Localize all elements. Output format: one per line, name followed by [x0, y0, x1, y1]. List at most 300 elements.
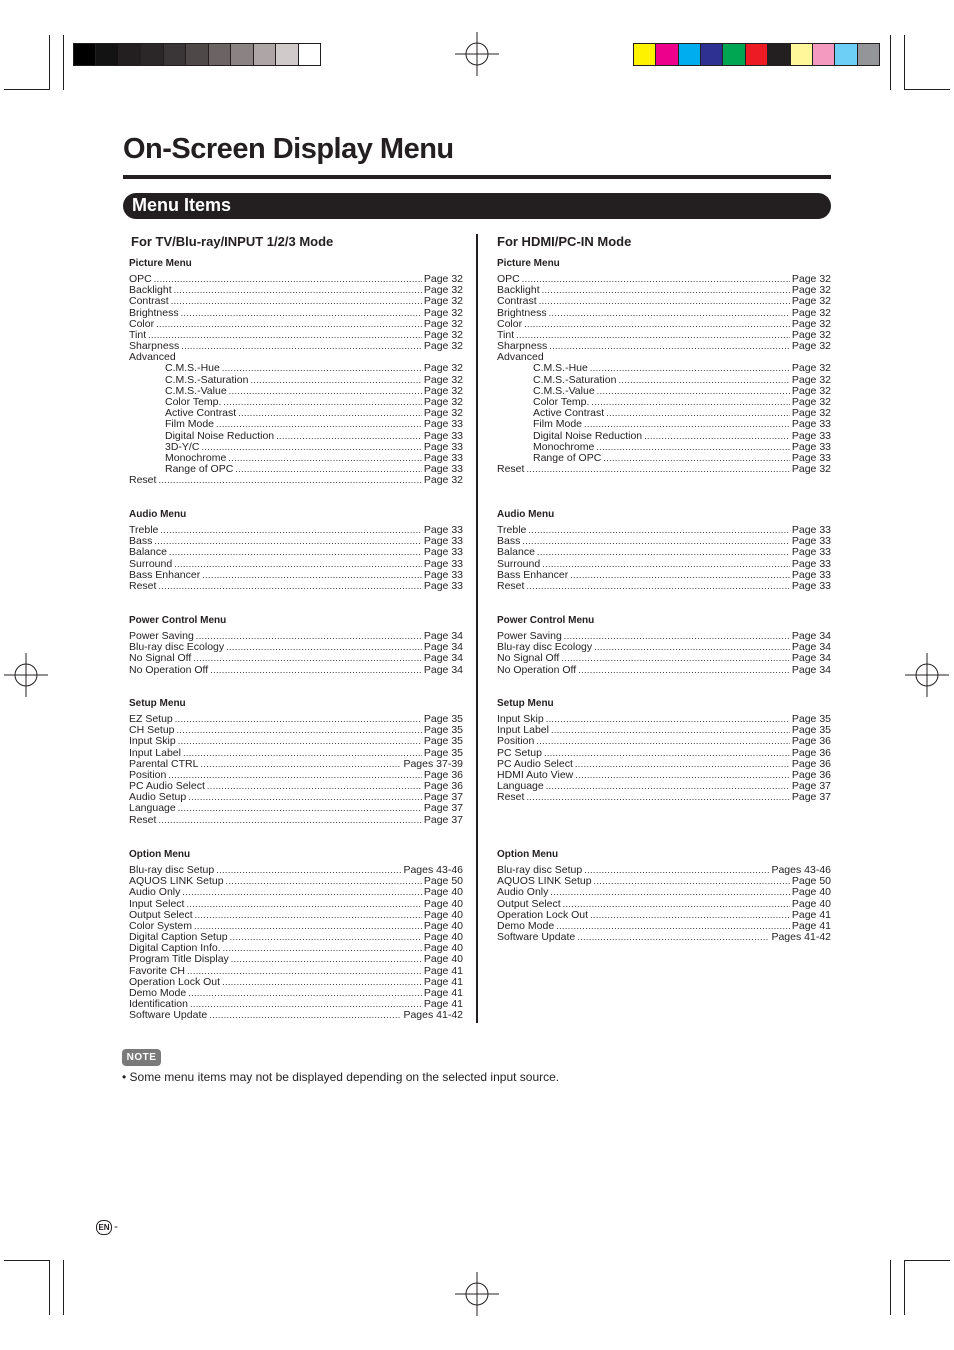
section-title: Menu Items: [132, 195, 232, 215]
leader-dots: [528, 525, 790, 536]
menu-item-label: Treble: [129, 523, 159, 536]
leader-dots: [584, 419, 790, 430]
menu-item-page: Page 37: [791, 791, 831, 804]
menu-section-title: Power Control Menu: [129, 615, 227, 626]
menu-item-page: Page 40: [791, 886, 831, 899]
menu-item-page: Page 50: [791, 875, 831, 888]
menu-item-label: AQUOS LINK Setup: [497, 875, 592, 888]
page-title: On-Screen Display Menu: [123, 133, 454, 165]
leader-dots: [186, 899, 421, 910]
leader-dots: [158, 581, 421, 592]
menu-item-label: Color Temp.: [533, 396, 590, 409]
leader-dots: [202, 570, 422, 581]
menu-item-page: Page 34: [791, 652, 831, 665]
menu-item-page: Page 33: [423, 523, 463, 536]
leader-dots: [188, 792, 422, 803]
leader-dots: [570, 570, 790, 581]
leader-dots: [522, 274, 790, 285]
leader-dots: [169, 547, 422, 558]
menu-item-row: [497, 296, 831, 307]
menu-section-title: Option Menu: [129, 849, 191, 860]
menu-item-label: Reset: [129, 579, 157, 592]
menu-item-row: [129, 341, 463, 352]
menu-item-label: No Operation Off: [497, 663, 577, 676]
menu-item-label: Input Select: [129, 897, 185, 910]
menu-item-label: Program Title Display: [129, 953, 229, 966]
leader-dots: [160, 525, 422, 536]
crop-mark: [904, 1260, 950, 1261]
menu-item-label: Position: [129, 768, 167, 781]
menu-item-page: Page 33: [423, 451, 463, 464]
column-divider: [476, 234, 478, 1023]
left-column: [129, 234, 463, 1022]
menu-item-page: Page 40: [423, 942, 463, 955]
menu-item-label: C.M.S.-Value: [533, 384, 595, 397]
leader-dots: [223, 397, 421, 408]
menu-item-row: [497, 341, 831, 352]
menu-item-label: CH Setup: [129, 724, 175, 737]
menu-section-title: Setup Menu: [129, 698, 186, 709]
leader-dots: [603, 453, 790, 464]
menu-item-page: Page 32: [423, 396, 463, 409]
leader-dots: [250, 375, 421, 386]
menu-item-row: [497, 547, 831, 558]
menu-item-page: Page 32: [791, 373, 831, 386]
right-column: [497, 234, 831, 944]
menu-item-label: Film Mode: [165, 418, 215, 431]
menu-item-row: [129, 536, 463, 547]
menu-item-label: Backlight: [497, 284, 540, 297]
menu-item-page: Page 32: [423, 362, 463, 375]
menu-item-page: Page 32: [423, 272, 463, 285]
menu-item-page: Page 34: [791, 629, 831, 642]
menu-item-page: Page 40: [423, 897, 463, 910]
menu-item-page: Page 33: [423, 568, 463, 581]
menu-item-row: [497, 781, 831, 792]
color-swatch: [95, 44, 117, 65]
leader-dots: [563, 899, 790, 910]
menu-item-page: Page 32: [423, 295, 463, 308]
color-swatch: [275, 44, 297, 65]
menu-item-label: Active Contrast: [533, 407, 605, 420]
menu-item-row: [497, 570, 831, 581]
color-swatch: [74, 44, 95, 65]
menu-item-row: [129, 308, 463, 319]
menu-item-page: Pages 41-42: [771, 931, 831, 944]
leader-dots: [226, 876, 422, 887]
leader-dots: [178, 803, 422, 814]
menu-item-row: [129, 419, 463, 430]
menu-item-page: Page 36: [423, 780, 463, 793]
leader-dots: [156, 319, 422, 330]
leader-dots: [175, 714, 422, 725]
column-heading: For HDMI/PC-IN Mode: [497, 234, 632, 249]
language-badge: EN: [96, 1220, 112, 1235]
menu-section: [129, 509, 463, 592]
menu-item-label: Film Mode: [533, 418, 583, 431]
leader-dots: [196, 631, 422, 642]
menu-section-title: Audio Menu: [497, 509, 555, 520]
menu-item-label: Monochrome: [533, 440, 595, 453]
crop-mark: [49, 35, 50, 90]
leader-dots: [228, 453, 422, 464]
menu-item-row: [129, 330, 463, 341]
column-heading: For TV/Blu-ray/INPUT 1/2/3 Mode: [131, 234, 334, 249]
leader-dots: [575, 770, 790, 781]
menu-item-label: Backlight: [129, 284, 172, 297]
leader-dots: [171, 296, 422, 307]
leader-dots: [578, 665, 790, 676]
menu-item-row: [497, 932, 831, 943]
menu-item-row: [497, 285, 831, 296]
color-swatch: [722, 44, 744, 65]
menu-item-page: Page 33: [423, 546, 463, 559]
menu-item-label: Blu-ray disc Setup: [497, 863, 583, 876]
menu-item-row: [129, 653, 463, 664]
color-swatch: [118, 44, 140, 65]
menu-section: [497, 698, 831, 804]
leader-dots: [594, 876, 790, 887]
menu-item-label: Reset: [497, 791, 525, 804]
menu-item-label: Language: [129, 802, 176, 815]
leader-dots: [187, 966, 422, 977]
leader-dots: [537, 547, 790, 558]
color-swatch: [812, 44, 834, 65]
crop-mark: [49, 1260, 50, 1315]
menu-item-page: Page 33: [791, 568, 831, 581]
menu-item-label: Range of OPC: [533, 451, 602, 464]
menu-item-page: Page 32: [791, 384, 831, 397]
menu-item-label: Reset: [497, 579, 525, 592]
leader-dots: [222, 977, 422, 988]
leader-dots: [526, 464, 789, 475]
color-calibration-bar: [633, 43, 880, 66]
page-number-marker: -: [114, 1219, 118, 1233]
note-text: • Some menu items may not be displayed depending on the selected input source.: [122, 1070, 560, 1084]
menu-item-page: Page 32: [791, 340, 831, 353]
menu-item-page: Page 32: [423, 317, 463, 330]
menu-item-row: [497, 330, 831, 341]
menu-item-page: Page 33: [791, 579, 831, 592]
menu-item-row: [129, 274, 463, 285]
color-swatch: [745, 44, 767, 65]
menu-item-row: [497, 319, 831, 330]
leader-dots: [546, 714, 790, 725]
leader-dots: [230, 932, 422, 943]
menu-item-page: Page 32: [791, 295, 831, 308]
menu-item-page: Page 33: [791, 451, 831, 464]
crop-mark: [63, 1260, 64, 1315]
menu-section: [497, 509, 831, 592]
color-swatch: [634, 44, 655, 65]
menu-item-page: Page 36: [423, 768, 463, 781]
crop-mark: [904, 1260, 905, 1315]
menu-item-label: Digital Caption Info.: [129, 942, 221, 955]
menu-item-row: [129, 525, 463, 536]
menu-item-label: C.M.S.-Saturation: [165, 373, 249, 386]
menu-item-page: Page 36: [791, 768, 831, 781]
menu-section-title: Picture Menu: [129, 258, 192, 269]
menu-section-title: Option Menu: [497, 849, 559, 860]
menu-item-page: Page 34: [791, 663, 831, 676]
menu-item-label: Tint: [129, 328, 147, 341]
menu-item-label: Blu-ray disc Ecology: [129, 641, 225, 654]
menu-item-label: Audio Setup: [129, 791, 187, 804]
menu-item-row: [129, 1010, 463, 1021]
menu-item-row: [497, 725, 831, 736]
crop-mark: [890, 35, 891, 90]
leader-dots: [154, 274, 422, 285]
menu-item-page: Page 35: [423, 724, 463, 737]
menu-item-page: Page 32: [791, 306, 831, 319]
menu-item-row: [497, 653, 831, 664]
menu-item-label: Contrast: [129, 295, 169, 308]
menu-item-label: Favorite CH: [129, 964, 186, 977]
menu-item-label: Parental CTRL: [129, 757, 199, 770]
menu-item-row: [497, 419, 831, 430]
menu-item-page: Page 33: [791, 535, 831, 548]
leader-dots: [201, 442, 421, 453]
menu-item-label: Reset: [129, 813, 157, 826]
menu-section: [129, 849, 463, 1022]
menu-item-row: [129, 285, 463, 296]
menu-item-label: No Operation Off: [129, 663, 209, 676]
menu-item-page: Page 50: [423, 875, 463, 888]
leader-dots: [549, 341, 790, 352]
crop-mark: [890, 1260, 891, 1315]
menu-item-label: Blu-ray disc Setup: [129, 863, 215, 876]
menu-item-label: No Signal Off: [129, 652, 192, 665]
menu-item-page: Page 32: [423, 474, 463, 487]
menu-item-row: [497, 792, 831, 803]
color-swatch: [163, 44, 185, 65]
menu-item-page: Page 32: [423, 373, 463, 386]
menu-section: [497, 615, 831, 676]
menu-item-label: Identification: [129, 998, 188, 1011]
menu-item-row: [497, 665, 831, 676]
leader-dots: [276, 431, 422, 442]
menu-item-row: [497, 525, 831, 536]
leader-dots: [594, 642, 790, 653]
menu-item-label: Balance: [497, 546, 535, 559]
menu-item-label: Bass Enhancer: [129, 568, 201, 581]
note-badge: NOTE: [122, 1049, 161, 1066]
menu-item-row: [497, 536, 831, 547]
registration-mark-icon: [4, 653, 48, 697]
menu-item-row: [129, 464, 463, 475]
menu-item-label: Operation Lock Out: [497, 908, 589, 921]
menu-item-page: Page 35: [423, 746, 463, 759]
color-swatch: [767, 44, 789, 65]
menu-section: [129, 698, 463, 826]
menu-item-page: Page 33: [791, 418, 831, 431]
menu-item-row: [129, 475, 463, 486]
menu-item-row: [129, 665, 463, 676]
menu-item-label: Brightness: [497, 306, 547, 319]
crop-mark: [904, 35, 905, 90]
menu-item-row: [129, 547, 463, 558]
menu-section: [497, 258, 831, 475]
menu-item-page: Page 34: [423, 629, 463, 642]
menu-item-page: Page 32: [791, 284, 831, 297]
menu-item-row: [497, 274, 831, 285]
menu-item-page: Page 32: [791, 317, 831, 330]
leader-dots: [539, 296, 790, 307]
leader-dots: [178, 736, 422, 747]
menu-item-label: Color System: [129, 919, 193, 932]
color-swatch: [140, 44, 162, 65]
menu-item-label: PC Audio Select: [497, 757, 573, 770]
menu-item-page: Page 41: [423, 975, 463, 988]
menu-item-page: Page 32: [423, 340, 463, 353]
menu-item-label: Sharpness: [497, 340, 548, 353]
menu-item-page: Page 40: [423, 931, 463, 944]
menu-item-row: [129, 759, 463, 770]
menu-item-page: Page 37: [423, 802, 463, 815]
menu-item-page: Page 41: [423, 964, 463, 977]
menu-item-label: PC Audio Select: [129, 780, 205, 793]
crop-mark: [4, 89, 50, 90]
menu-item-page: Page 32: [791, 407, 831, 420]
menu-item-row: [497, 770, 831, 781]
menu-item-label: Color: [497, 317, 523, 330]
leader-dots: [158, 475, 421, 486]
menu-item-page: Pages 43-46: [771, 863, 831, 876]
menu-item-page: Page 33: [791, 440, 831, 453]
leader-dots: [158, 815, 421, 826]
color-swatch: [655, 44, 677, 65]
leader-dots: [590, 910, 790, 921]
menu-section-title: Picture Menu: [497, 258, 560, 269]
menu-section-title: Audio Menu: [129, 509, 187, 520]
menu-item-label: Bass Enhancer: [497, 568, 569, 581]
leader-dots: [174, 559, 422, 570]
menu-item-label: Digital Noise Reduction: [165, 429, 275, 442]
leader-dots: [516, 330, 790, 341]
menu-item-page: Page 32: [791, 463, 831, 476]
leader-dots: [194, 921, 422, 932]
leader-dots: [168, 770, 422, 781]
menu-item-row: [129, 725, 463, 736]
menu-item-page: Page 33: [423, 535, 463, 548]
leader-dots: [183, 748, 422, 759]
menu-item-label: OPC: [497, 272, 520, 285]
menu-item-page: Pages 37-39: [403, 757, 463, 770]
menu-item-label: OPC: [129, 272, 152, 285]
menu-item-label: Bass: [129, 535, 153, 548]
menu-item-label: 3D-Y/C: [165, 440, 200, 453]
menu-item-label: C.M.S.-Hue: [533, 362, 588, 375]
menu-item-label: Language: [497, 780, 544, 793]
color-swatch: [253, 44, 275, 65]
menu-item-label: HDMI Auto View: [497, 768, 574, 781]
section-banner: [123, 193, 831, 219]
menu-item-label: Operation Lock Out: [129, 975, 221, 988]
menu-section-title: Power Control Menu: [497, 615, 595, 626]
leader-dots: [526, 792, 789, 803]
menu-item-label: Reset: [497, 463, 525, 476]
leader-dots: [597, 386, 790, 397]
menu-section: [497, 849, 831, 943]
registration-mark-icon: [455, 32, 499, 76]
registration-mark-icon: [905, 653, 949, 697]
leader-dots: [231, 954, 422, 965]
menu-item-page: Page 32: [791, 272, 831, 285]
menu-item-page: Page 34: [423, 663, 463, 676]
leader-dots: [229, 386, 422, 397]
registration-mark-icon: [455, 1272, 499, 1316]
leader-dots: [154, 536, 422, 547]
menu-item-page: Page 40: [423, 953, 463, 966]
leader-dots: [207, 781, 422, 792]
color-swatch: [857, 44, 879, 65]
menu-item-label: Blu-ray disc Ecology: [497, 641, 593, 654]
menu-item-label: Power Saving: [497, 629, 562, 642]
menu-section: [129, 258, 463, 487]
menu-item-label: Advanced: [497, 351, 544, 364]
menu-item-page: Page 33: [791, 546, 831, 559]
leader-dots: [177, 725, 422, 736]
crop-mark: [4, 1260, 50, 1261]
menu-item-label: Demo Mode: [497, 919, 555, 932]
leader-dots: [550, 887, 790, 898]
menu-item-page: Page 40: [423, 908, 463, 921]
leader-dots: [522, 536, 790, 547]
leader-dots: [216, 865, 401, 876]
grayscale-calibration-bar: [73, 43, 321, 66]
menu-item-page: Page 33: [423, 440, 463, 453]
leader-dots: [618, 375, 789, 386]
menu-item-row: [129, 570, 463, 581]
menu-item-page: Page 32: [791, 328, 831, 341]
menu-item-page: Page 32: [423, 284, 463, 297]
menu-item-label: Power Saving: [129, 629, 194, 642]
menu-item-row: [129, 296, 463, 307]
menu-item-label: Surround: [497, 557, 541, 570]
color-swatch: [700, 44, 722, 65]
menu-item-label: Input Label: [129, 746, 181, 759]
leader-dots: [561, 653, 790, 664]
menu-item-row: [129, 955, 463, 966]
color-swatch: [185, 44, 207, 65]
menu-item-page: Page 37: [423, 813, 463, 826]
color-swatch: [298, 44, 320, 65]
leader-dots: [193, 653, 422, 664]
menu-item-page: Page 32: [791, 362, 831, 375]
crop-mark: [63, 35, 64, 90]
menu-item-label: Software Update: [497, 931, 576, 944]
leader-dots: [551, 725, 790, 736]
menu-item-row: [497, 887, 831, 898]
menu-item-page: Page 32: [423, 384, 463, 397]
menu-item-label: Contrast: [497, 295, 537, 308]
menu-item-label: Digital Caption Setup: [129, 931, 228, 944]
leader-dots: [222, 363, 422, 374]
menu-item-label: Output Select: [497, 897, 561, 910]
menu-item-page: Page 37: [423, 791, 463, 804]
menu-item-label: Color: [129, 317, 155, 330]
leader-dots: [549, 308, 790, 319]
leader-dots: [591, 397, 789, 408]
leader-dots: [235, 464, 422, 475]
menu-item-label: Output Select: [129, 908, 193, 921]
menu-item-label: Input Skip: [497, 712, 544, 725]
color-swatch: [230, 44, 252, 65]
menu-item-page: Page 32: [791, 396, 831, 409]
menu-item-page: Page 40: [791, 897, 831, 910]
menu-item-row: [129, 714, 463, 725]
leader-dots: [226, 642, 422, 653]
